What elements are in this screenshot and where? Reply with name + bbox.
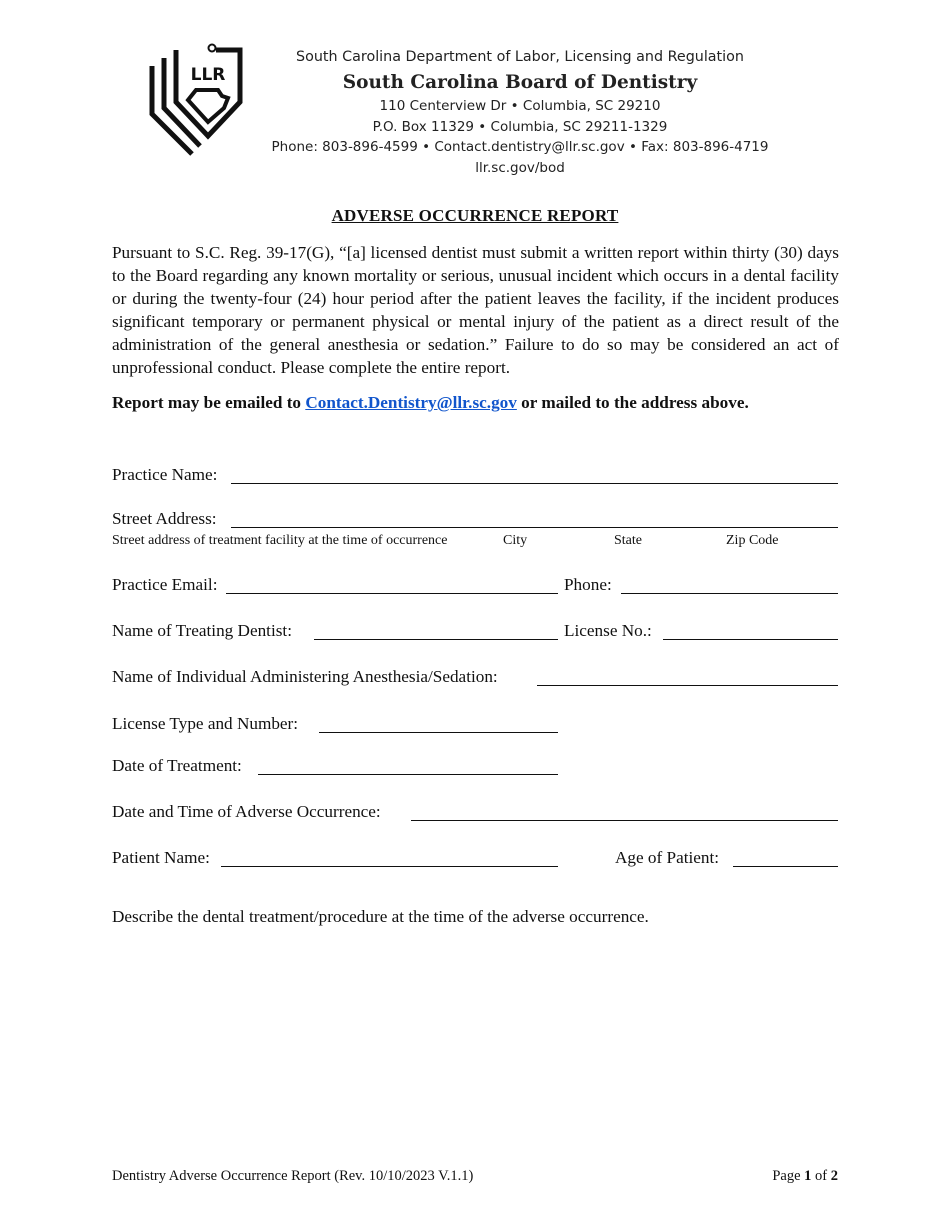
board-name: South Carolina Board of Dentistry	[342, 72, 698, 93]
practice-email-field[interactable]	[226, 593, 558, 594]
license-no-label: License No.:	[564, 621, 652, 640]
description-area[interactable]	[112, 935, 838, 1135]
submission-prefix: Report may be emailed to	[112, 393, 306, 412]
state-hint: State	[614, 533, 642, 548]
treating-dentist-label: Name of Treating Dentist:	[112, 621, 292, 640]
occurrence-datetime-field[interactable]	[411, 820, 838, 821]
page-number	[772, 1168, 838, 1185]
city-hint: City	[503, 533, 528, 548]
street-address: 110 Centerview Dr • Columbia, SC 29210	[379, 98, 661, 114]
department-name: South Carolina Department of Labor, Licensing and Regulation	[296, 49, 744, 65]
date-treatment-label: Date of Treatment:	[112, 756, 242, 775]
page-of: of	[811, 1168, 831, 1184]
describe-prompt: Describe the dental treatment/procedure at the time of the adverse occurrence.	[112, 907, 649, 926]
occurrence-datetime-label: Date and Time of Adverse Occurrence:	[112, 802, 381, 821]
patient-age-label: Age of Patient:	[615, 848, 720, 867]
zip-hint: Zip Code	[726, 533, 779, 548]
phone-label: Phone:	[564, 575, 612, 594]
submission-instructions	[112, 393, 749, 413]
submission-suffix: or mailed to the address above.	[516, 393, 749, 412]
license-no-field[interactable]	[663, 639, 838, 640]
page-current: 1	[804, 1168, 812, 1184]
intro-paragraph: Pursuant to S.C. Reg. 39-17(G), “[a] licensed dentist must submit a written report within thirty (30) days to the Board regarding any known mortality or serious, unusual incident which occurs in a dental facility or during the twenty-four (24) hour period after the patient leaves the facility, if the incident produces significant temporary or permanent physical or mental injury of the patient as a direct result of the administration of the general anesthesia or sedation.” Failure to do so may be considered an act of unprofessional conduct. Please complete the entire report.	[112, 243, 839, 377]
contact-info: Phone: 803-896-4599 • Contact.dentistry@llr.sc.gov • Fax: 803-896-4719	[271, 139, 769, 155]
street-address-hint: Street address of treatment facility at the time of occurrence	[112, 533, 448, 548]
patient-age-field[interactable]	[733, 866, 838, 867]
date-treatment-field[interactable]	[258, 774, 558, 775]
treating-dentist-field[interactable]	[314, 639, 558, 640]
report-title: ADVERSE OCCURRENCE REPORT	[331, 206, 619, 225]
street-address-field[interactable]	[231, 527, 838, 528]
llr-logo	[146, 42, 246, 158]
anesthesia-admin-field[interactable]	[537, 685, 838, 686]
license-type-field[interactable]	[319, 732, 558, 733]
practice-email-label: Practice Email:	[112, 575, 218, 594]
form-revision: Dentistry Adverse Occurrence Report (Rev. 10/10/2023 V.1.1)	[112, 1168, 474, 1184]
license-type-label: License Type and Number:	[112, 714, 299, 733]
phone-field[interactable]	[621, 593, 838, 594]
website: llr.sc.gov/bod	[475, 160, 565, 176]
page-word: Page	[772, 1168, 805, 1184]
board-email-link[interactable]: Contact.Dentistry@llr.sc.gov	[305, 393, 517, 412]
anesthesia-admin-label: Name of Individual Administering Anesthesia/Sedation:	[112, 667, 498, 686]
street-address-label: Street Address:	[112, 509, 217, 528]
po-box: P.O. Box 11329 • Columbia, SC 29211-1329	[372, 119, 668, 135]
practice-name-label: Practice Name:	[112, 465, 218, 484]
patient-name-field[interactable]	[221, 866, 558, 867]
page-total: 2	[830, 1168, 838, 1184]
practice-name-field[interactable]	[231, 483, 838, 484]
logo-text: LLR	[190, 65, 226, 85]
patient-name-label: Patient Name:	[112, 848, 210, 867]
